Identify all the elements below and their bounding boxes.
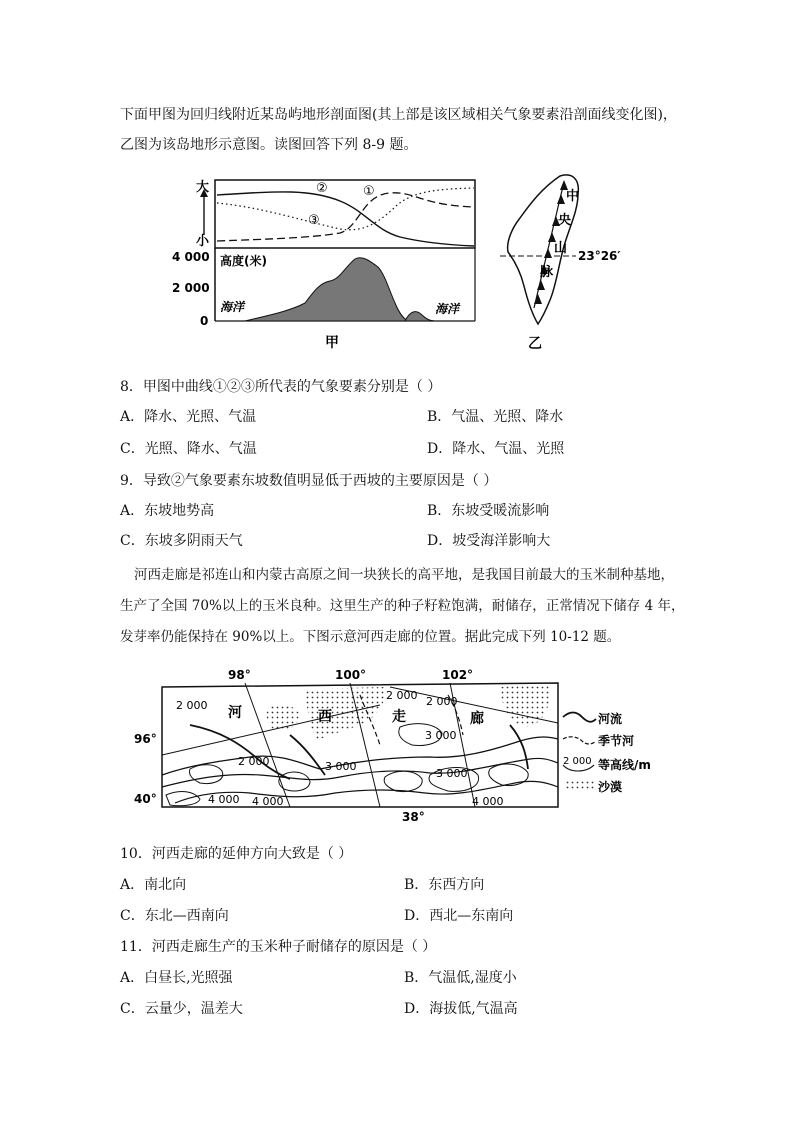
latitude-label: 23°26′ (578, 249, 621, 263)
contour-line-2000 (162, 737, 558, 775)
lat-38-label: 38° (402, 810, 425, 824)
contour-loop-3 (384, 771, 422, 791)
lon-102-label: 102° (442, 668, 474, 682)
figure-jia-profile (172, 175, 490, 355)
contour-label-5: 3 000 (425, 729, 457, 742)
corridor-char-2: 西 (318, 709, 332, 725)
y-axis-small-label: 小 (196, 234, 210, 249)
legend-contour-label: 等高线/m (598, 758, 651, 772)
desert-region-3 (500, 685, 550, 727)
climate-panel-frame (215, 180, 475, 248)
terrain-small-hill (405, 312, 435, 321)
contour-label-6: 4 000 (208, 793, 240, 806)
q9-stem: 9．导致②气象要素东坡数值明显低于西坡的主要原因是（ ） (120, 473, 498, 489)
q8-option-c[interactable]: C．光照、降水、气温 (120, 441, 257, 457)
contour-label-4: 3 000 (325, 760, 357, 773)
range-char-3: 山 (554, 241, 568, 256)
q10-option-c[interactable]: C．东北—西南向 (120, 908, 229, 924)
height-label: 高度(米) (220, 254, 267, 268)
tick-0: 0 (200, 314, 209, 328)
lon-100-label: 100° (335, 668, 367, 682)
range-marker-7 (537, 280, 545, 290)
q11-option-d[interactable]: D．海拔低,气温高 (404, 1001, 518, 1017)
river-1 (190, 725, 290, 779)
range-marker-2 (557, 194, 565, 204)
corridor-char-3: 走 (392, 709, 406, 725)
q11-option-a[interactable]: A．白昼长,光照强 (120, 970, 233, 986)
curve-2-solid (217, 192, 474, 246)
figure-yi-island (498, 168, 648, 353)
contour-label-7: 4 000 (252, 795, 284, 808)
q10-option-b[interactable]: B．东西方向 (404, 877, 485, 893)
terrain-profile (245, 258, 408, 321)
figure-jia-caption: 甲 (325, 335, 339, 351)
curve-3-label: ③ (308, 213, 320, 228)
q8-option-d[interactable]: D．降水、气温、光照 (427, 441, 565, 457)
contour-label-1: 2 000 (176, 699, 208, 712)
intro2-line-2: 生产了全国 70%以上的玉米良种。这里生产的种子籽粒饱满，耐储存，正常情况下储存 4 年， (120, 598, 685, 614)
legend-seasonal-symbol (563, 737, 596, 744)
intro2-line-3: 发芽率仍能保持在 90%以上。下图示意河西走廊的位置。据此完成下列 10-12 题。 (120, 629, 621, 645)
curve-1-label: ① (363, 184, 375, 199)
q10-option-d[interactable]: D．西北—东南向 (404, 908, 514, 924)
curve-1-dashed (217, 193, 474, 241)
contour-loop-5 (489, 764, 528, 785)
legend-seasonal-label: 季节河 (598, 734, 635, 748)
contour-loop-7 (166, 792, 200, 806)
corridor-char-1: 河 (228, 705, 242, 721)
curve-2-label: ② (316, 181, 328, 196)
q8-option-a[interactable]: A．降水、光照、气温 (120, 409, 257, 425)
corridor-char-4: 廊 (470, 711, 484, 727)
tick-4000: 4 000 (172, 250, 210, 264)
intro-text-line-1: 下面甲图为回归线附近某岛屿地形剖面图(其上部是该区域相关气象要素沿剖面线变化图)， (120, 107, 677, 123)
contour-label-8: 3 000 (436, 767, 468, 780)
lat-40-label: 40° (134, 792, 157, 806)
legend-contour-value: 2 000 (563, 756, 592, 767)
q11-stem: 11．河西走廊生产的玉米种子耐储存的原因是（ ） (120, 939, 437, 955)
contour-label-9: 4 000 (472, 795, 504, 808)
range-char-4: 脉 (540, 265, 554, 280)
q8-option-b[interactable]: B．气温、光照、降水 (427, 409, 564, 425)
range-char-2: 央 (558, 213, 572, 228)
intro-text-line-2: 乙图为该岛地形示意图。读图回答下列 8-9 题。 (120, 137, 418, 153)
q9-option-d[interactable]: D．坡受海洋影响大 (427, 533, 551, 549)
q9-option-a[interactable]: A．东坡地势高 (120, 503, 215, 519)
curve-3-dotted (217, 188, 474, 230)
q11-option-b[interactable]: B．气温低,湿度小 (404, 970, 517, 986)
contour-label-3: 2 000 (238, 755, 270, 768)
q10-option-a[interactable]: A．南北向 (120, 877, 187, 893)
figure-hexi-map (130, 665, 670, 825)
q8-stem: 8．甲图中曲线①②③所代表的气象要素分别是（ ） (120, 379, 442, 395)
ocean-right-label: 海洋 (435, 302, 460, 316)
range-char-1: 中 (566, 189, 580, 204)
y-axis-big-label: 大 (196, 180, 210, 195)
contour-label-2: 2 000 (386, 689, 418, 702)
q10-stem: 10．河西走廊的延伸方向大致是（ ） (120, 846, 353, 862)
lat-96-label: 96° (134, 732, 157, 746)
intro2-line-1: 河西走廊是祁连山和内蒙古高原之间一块狭长的高平地，是我国目前最大的玉米制种基地， (134, 567, 674, 583)
legend-river-label: 河流 (598, 712, 623, 726)
q9-option-b[interactable]: B．东坡受暖流影响 (427, 503, 550, 519)
ocean-left-label: 海洋 (220, 300, 245, 314)
range-marker-8 (534, 294, 542, 304)
figure-yi-caption: 乙 (528, 336, 542, 352)
contour-loop-2 (279, 772, 310, 791)
contour-loop-1 (189, 765, 222, 784)
legend-river-symbol (563, 713, 596, 722)
tick-2000: 2 000 (172, 281, 210, 295)
q9-option-c[interactable]: C．东坡多阴雨天气 (120, 533, 243, 549)
legend-desert-label: 沙漠 (598, 780, 623, 794)
q11-option-c[interactable]: C．云量少，温差大 (120, 1001, 243, 1017)
lon-98-label: 98° (228, 668, 251, 682)
river-2 (290, 735, 325, 775)
legend-desert-symbol (566, 781, 594, 791)
contour-line-3000 (162, 758, 558, 787)
contour-label-10: 2 000 (426, 695, 458, 708)
